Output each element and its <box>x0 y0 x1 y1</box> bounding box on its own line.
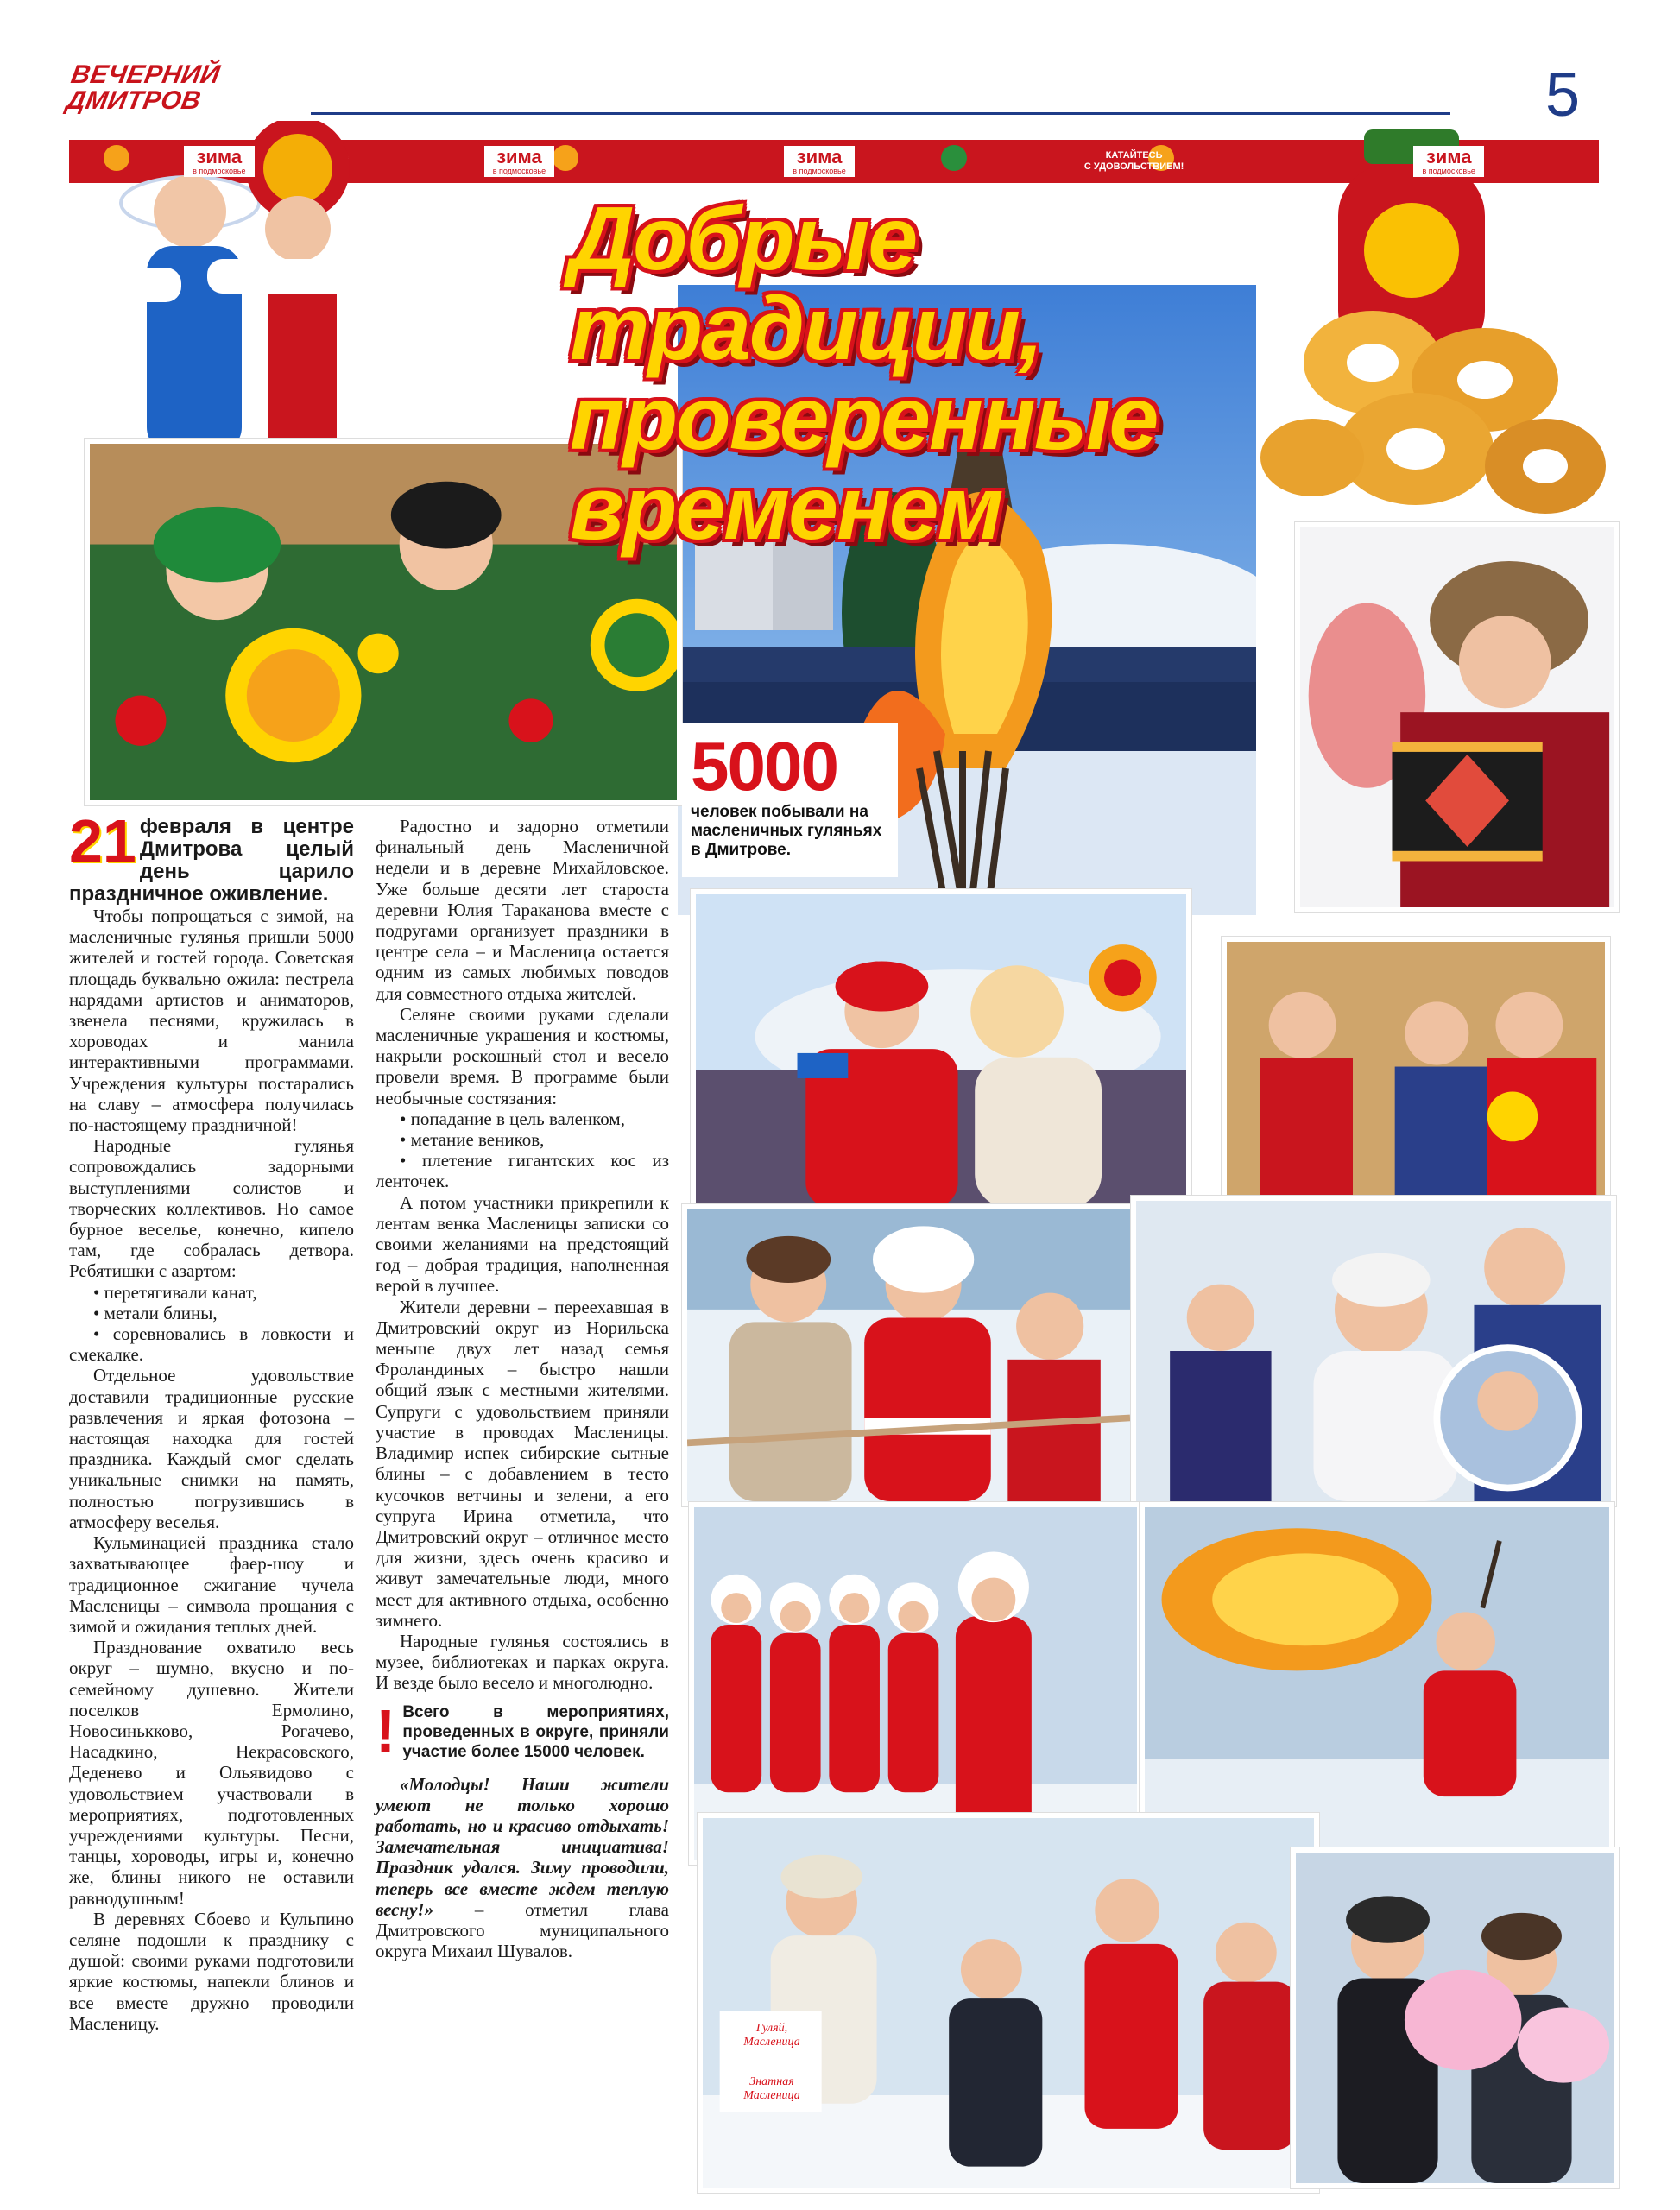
sign-line-2: Масленица <box>743 2036 800 2049</box>
banner-logo <box>784 146 854 177</box>
official-quote: «Молодцы! Наши жители умеют не только хорошо работать, но и красиво отдыхать! Замечательная инициатива! Праздник удался. Зиму проводили, теперь все вместе ждем теплую весну!» <box>376 1773 669 1920</box>
sign-line-1: Гуляй, <box>755 2022 788 2035</box>
col1-paragraph: В деревнях Сбоево и Кульпино селяне подошли к празднику с душой: своими руками подготовили яркие костюмы, напекли блинов и все вместе дружно проводили Масленицу. <box>69 1908 354 2034</box>
header-rule <box>311 112 1450 115</box>
col2-paragraph: А потом участники прикрепили к лентам венка Масленицы записки со своими желаниями на предстоящий год – добрая традиция, наполненная верой в лучшее. <box>376 1191 669 1297</box>
col1-paragraph: Кульминацией праздника стало захватывающее фаер-шоу и традиционное сжигание чучела Масленицы – символа прощания с зимой и ожидания теплых дней. <box>69 1532 354 1637</box>
quote-attribution: – отметил глава Дмитровского муниципального округа Михаил Шувалов. <box>376 1898 669 1962</box>
photo-red-dancers <box>689 1502 1142 1865</box>
participants-note <box>376 1696 669 1765</box>
banner-logo-sub: в подмосковье <box>193 167 246 175</box>
banner-logo-sub: в подмосковье <box>492 167 546 175</box>
quote-paragraph <box>376 1774 669 1962</box>
col1-paragraph: Отдельное удовольствие доставили традиционные русские развлечения и яркая фотозона – настоящая находка для гостей праздника. Каждый смог сделать уникальные снимки на память, полностью погрузившись в атмосферу веселья. <box>69 1365 354 1532</box>
banner-logo <box>1413 146 1483 177</box>
col2-list-item: • метание веников, <box>400 1129 545 1151</box>
stat-box <box>682 723 898 877</box>
banner-logo-word: зима <box>1425 146 1472 167</box>
photo-fire-show <box>1140 1502 1614 1865</box>
photo-folk-women <box>1222 937 1610 1222</box>
col2-paragraph: Народные гулянья состоялись в музее, библиотеках и парках округа. И везде было весело и многолюдно. <box>376 1630 669 1694</box>
sign-line-4: Масленица <box>743 2089 800 2102</box>
article-lead <box>69 807 354 906</box>
photo-goat-mask-girl <box>691 889 1191 1213</box>
banner-slogan-line-1: КАТАЙТЕСЬ <box>1105 150 1163 161</box>
col2-list-item: • плетение гигантских кос из ленточек. <box>376 1150 669 1192</box>
col2-paragraph: Жители деревни – переехавшая в Дмитровский округ из Норильска меньше двух лет назад семья Фроландиных – быстро нашли общий язык с местными жителями. Супруги с удовольствием приняли участие в проводах Масленицы. Владимир испек сибирские сытные блины – с добавлением в тесто кусочков ветчины и зелени, а его супруга Ирина отметила, что Дмитровский округ – отличное место для жизни, здесь очень красиво и живут замечательные люди, много мест для активного отдыха, особенно зимнего. <box>376 1296 669 1631</box>
banner-slogan-line-2: С УДОВОЛЬСТВИЕМ! <box>1083 161 1184 172</box>
stat-number: 5000 <box>691 728 837 805</box>
sign-line-3: Знатная <box>749 2075 794 2088</box>
logo-line-1: ВЕЧЕРНИЙ <box>68 60 223 89</box>
article-headline <box>570 189 1347 559</box>
col1-list-item: • перетягивали канат, <box>93 1281 257 1303</box>
banner-slogan <box>1084 150 1184 173</box>
article-column-1 <box>69 807 354 2034</box>
stat-caption: человек побывали на масленичных гуляньях в Дмитрове. <box>691 803 882 859</box>
photo-families-snow <box>698 1813 1319 2193</box>
photo-tug-of-war <box>682 1204 1135 1506</box>
photo-accordion-player <box>1295 522 1619 912</box>
col1-paragraph: Празднование охватило весь округ – шумно, вкусно и по-семейному душевно. Жители поселков Ермолино, Новосинькково, Рогачево, Насадкино, Некрасовского, Деденево и Ольявидово с удовольствием участвовали в мероприятиях, подготовленных учреждениями культуры. Песни, танцы, хороводы, игры и, конечно же, блины никого не оставили равнодушным! <box>69 1637 354 1909</box>
col2-list-item: • попадание в цель валенком, <box>400 1108 625 1129</box>
col1-paragraph: Народные гулянья сопровождались задорными выступлениями солистов и творческих коллективов. Но самое бурное веселье, конечно, кипело там, где собралась детвора. Ребятишки с азартом: <box>69 1135 354 1282</box>
photo-cotton-candy <box>1291 1847 1619 2188</box>
article-column-2 <box>376 816 669 1961</box>
lead-date-number: 21 <box>69 807 136 875</box>
col1-list-item: • соревновались в ловкости и смекалке. <box>69 1323 354 1366</box>
participants-note-text: Всего в мероприятиях, проведенных в округе, приняли участие более 15000 человек. <box>402 1702 669 1761</box>
banner-logo-word: зима <box>796 146 843 167</box>
tree-ornament-icon <box>941 145 967 171</box>
photo-sign-text <box>723 2022 820 2103</box>
headline-line-2: проверенные <box>570 369 1158 469</box>
logo-line-2: ДМИТРОВ <box>64 86 204 115</box>
banner-logo-sub: в подмосковье <box>793 167 846 175</box>
banner-logo <box>184 146 254 177</box>
col2-paragraph: Радостно и задорно отметили финальный день Масленичной недели и в деревне Михайловское. Уже больше десяти лет староста деревни Юлия Тараканова вместе с подругами организует праздники в центре села – и Масленица остается одним из самых любимых поводов для совместного отдыха жителей. <box>376 816 669 1004</box>
banner-logo <box>484 146 554 177</box>
exclamation-icon: ! <box>376 1696 396 1765</box>
orange-ornament-icon <box>553 145 578 171</box>
headline-line-3: временем <box>570 458 1002 559</box>
newspaper-logo <box>64 60 223 115</box>
banner-logo-word: зима <box>196 146 243 167</box>
headline-line-1: Добрые традиции, <box>570 189 1042 379</box>
col1-list-item: • метали блины, <box>93 1302 218 1323</box>
col2-paragraph: Селяне своими руками сделали масленичные украшения и костюмы, накрыли роскошный стол и весело провели время. В программе были необычные состязания: <box>376 1003 669 1108</box>
col1-paragraph: Чтобы попрощаться с зимой, на масленичные гулянья пришли 5000 жителей и гостей города. Советская площадь буквально ожила: пестрела нарядами артистов и аниматоров, звенела песнями, кружилась в хороводах и манила интерактивными программами. Учреждения культуры постарались на славу – атмосфера получилась по-настоящему праздничной! <box>69 906 354 1136</box>
page-number: 5 <box>1545 60 1581 129</box>
banner-logo-word: зима <box>496 146 542 167</box>
lead-text: февраля в центре Дмитрова целый день царило праздничное оживление. <box>69 815 354 906</box>
banner-logo-sub: в подмосковье <box>1422 167 1475 175</box>
photo-laughing-crowd <box>1131 1196 1616 1506</box>
